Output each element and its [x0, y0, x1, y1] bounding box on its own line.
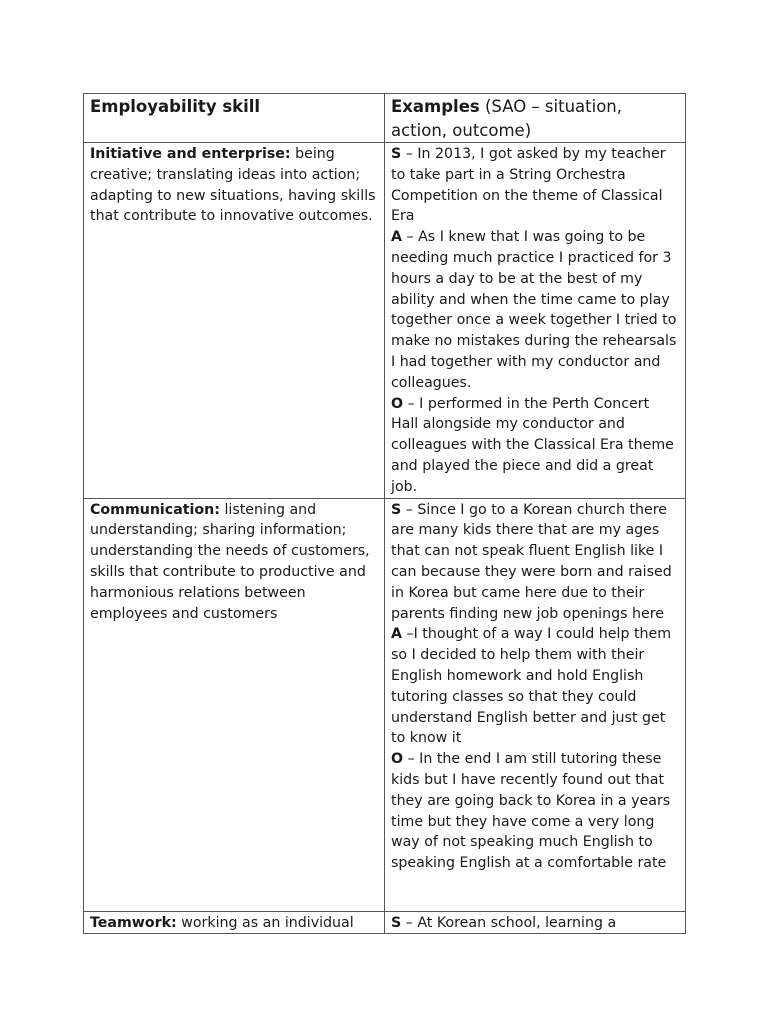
action-text: –I thought of a way I could help them so I decided to help them with their English homework and hold English tutoring classes so that they could understand English better and just get to know it — [391, 626, 672, 747]
example-cell — [385, 911, 686, 934]
action-label: A — [391, 229, 402, 246]
situation-text: – In 2013, I got asked by my teacher to take part in a String Orchestra Competition on the theme of Classical Era — [391, 146, 666, 225]
skill-cell — [84, 498, 385, 911]
employability-table — [83, 93, 686, 934]
outcome-label: O — [391, 395, 404, 412]
header-cell-examples — [385, 94, 686, 143]
table-row — [84, 911, 686, 934]
skill-title: Initiative and enterprise: — [90, 146, 291, 162]
table-row — [84, 143, 686, 499]
header-skill-label: Employability skill — [90, 97, 261, 116]
header-examples-label: Examples — [391, 97, 480, 116]
situation-text: – At Korean school, learning a — [401, 914, 617, 931]
table-row — [84, 498, 686, 911]
skill-title: Communication: — [90, 501, 220, 518]
action-label: A — [391, 626, 402, 643]
action-paragraph — [391, 227, 679, 393]
example-cell — [385, 143, 686, 499]
outcome-paragraph — [391, 394, 679, 498]
situation-label: S — [391, 501, 402, 518]
table-header-row — [84, 94, 686, 143]
action-text: – As I knew that I was going to be needing much practice I practiced for 3 hours a day to be at the best of my ability and when the time came to play together once a week together I tried to make no mistakes during the rehearsals I had together with my conductor and colleagues. — [391, 229, 677, 391]
header-examples-subtitle: (SAO – situation, action, outcome) — [391, 97, 622, 140]
skill-title: Teamwork: — [90, 914, 177, 931]
situation-paragraph — [391, 500, 679, 625]
header-cell-skill — [84, 94, 385, 143]
outcome-text: – In the end I am still tutoring these kids but I have recently found out that they are going back to Korea in a years time but they have come a very long way of not speaking much English to speaking English at a comfortable rate — [391, 751, 671, 872]
action-paragraph — [391, 624, 679, 749]
skill-cell — [84, 911, 385, 934]
outcome-paragraph — [391, 749, 679, 874]
skill-cell — [84, 143, 385, 499]
situation-paragraph — [391, 144, 679, 227]
situation-label: S — [391, 146, 402, 162]
situation-text: – Since I go to a Korean church there are many kids there that are my ages that can not speak fluent English like I can because they were born and raised in Korea but came here due to their parents finding new job openings here — [391, 501, 672, 622]
skill-description: being creative; translating ideas into action; adapting to new situations, having skills that contribute to innovative outcomes. — [90, 146, 376, 225]
situation-paragraph — [391, 913, 679, 934]
outcome-text: – I performed in the Perth Concert Hall alongside my conductor and colleagues with the Classical Era theme and played the piece and did a great job. — [391, 395, 674, 495]
example-cell — [385, 498, 686, 911]
situation-label: S — [391, 914, 402, 931]
skill-description: working as an individual — [176, 914, 354, 931]
outcome-label: O — [391, 751, 404, 768]
skill-description: listening and understanding; sharing information; understanding the needs of customers, skills that contribute to productive and harmonious relations between employees and customers — [90, 501, 370, 622]
